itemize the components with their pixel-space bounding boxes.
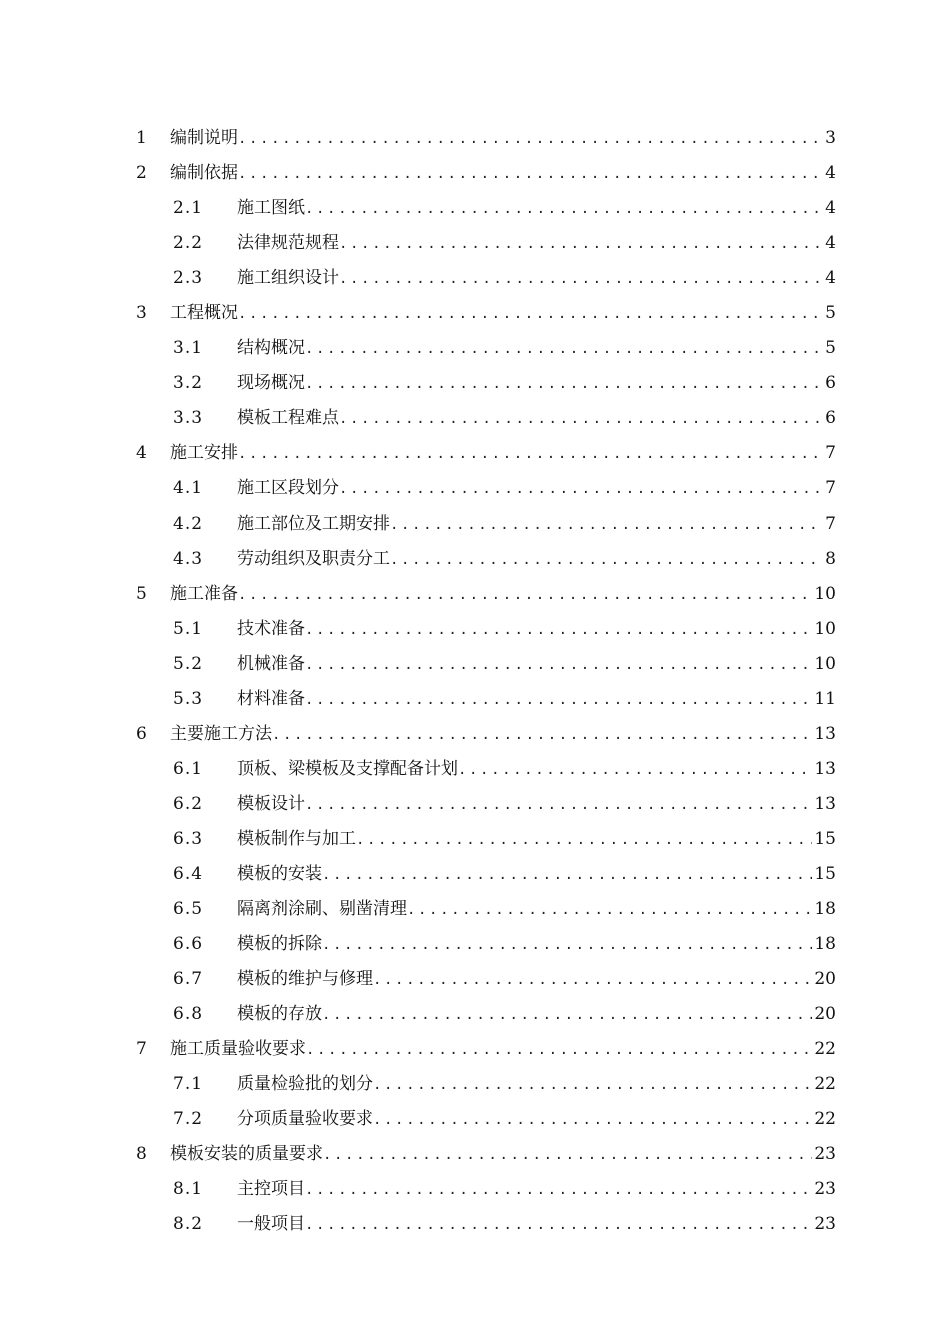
toc-entry-3-1[interactable]	[0, 331, 950, 366]
toc-entry-title: 施工部位及工期安排	[237, 507, 390, 542]
toc-entry-title: 材料准备	[237, 682, 305, 717]
toc-entry-number: 4.2	[173, 513, 204, 534]
toc-entry-line	[170, 156, 836, 192]
toc-entry-title: 编制说明	[170, 121, 238, 156]
dot-leader	[272, 718, 812, 753]
toc-entry-line	[237, 892, 836, 928]
toc-entry-number: 2.1	[173, 198, 204, 219]
toc-entry-title: 模板的维护与修理	[237, 962, 373, 997]
toc-entry-page: 7	[825, 443, 836, 464]
toc-entry-title: 机械准备	[237, 647, 305, 682]
toc-entry-title: 模板工程难点	[237, 401, 339, 436]
toc-entry-line	[237, 366, 836, 402]
toc-entry-number: 4	[136, 443, 147, 464]
toc-entry-5-1[interactable]	[0, 612, 950, 647]
toc-entry-number: 8.2	[173, 1214, 204, 1235]
toc-entry-line	[170, 1032, 836, 1068]
dot-leader	[339, 472, 823, 507]
toc-entry-number: 5.1	[173, 618, 204, 639]
toc-entry-page: 22	[814, 1109, 836, 1130]
toc-entry-number: 2	[136, 163, 147, 184]
toc-entry-page: 5	[825, 303, 836, 324]
toc-entry-6-2[interactable]	[0, 787, 950, 822]
toc-entry-page: 13	[814, 723, 836, 744]
toc-entry-page: 7	[825, 513, 836, 534]
toc-entry-line	[237, 1207, 836, 1243]
dot-leader	[339, 227, 823, 262]
toc-entry-page: 18	[814, 899, 836, 920]
toc-entry-page: 23	[814, 1179, 836, 1200]
toc-entry-title: 一般项目	[237, 1207, 305, 1242]
toc-entry-number: 6.2	[173, 793, 204, 814]
toc-entry-6-1[interactable]	[0, 752, 950, 787]
toc-entry-title: 顶板、梁模板及支撑配备计划	[237, 752, 458, 787]
toc-entry-number: 4.3	[173, 548, 204, 569]
toc-entry-line	[237, 261, 836, 297]
toc-entry-line	[237, 682, 836, 718]
toc-entry-6-4[interactable]	[0, 857, 950, 892]
toc-entry-line	[170, 296, 836, 332]
toc-entry-number: 6.3	[173, 828, 204, 849]
toc-entry-page: 20	[814, 1004, 836, 1025]
dot-leader	[356, 823, 812, 858]
toc-entry-line	[237, 542, 836, 578]
dot-leader	[238, 578, 812, 613]
dot-leader	[305, 648, 812, 683]
toc-entry-number: 6.8	[173, 1004, 204, 1025]
toc-entry-8-1[interactable]	[0, 1172, 950, 1207]
toc-entry-number: 6.5	[173, 899, 204, 920]
toc-entry-title: 法律规范规程	[237, 226, 339, 261]
toc-entry-number: 7	[136, 1039, 147, 1060]
toc-entry-line	[237, 647, 836, 683]
toc-entry-number: 7.1	[173, 1074, 204, 1095]
toc-entry-page: 10	[814, 583, 836, 604]
toc-entry-1[interactable]	[0, 121, 950, 156]
toc-entry-4-3[interactable]	[0, 542, 950, 577]
toc-entry-title: 施工质量验收要求	[170, 1032, 306, 1067]
toc-entry-number: 2.2	[173, 233, 204, 254]
toc-entry-3[interactable]	[0, 296, 950, 331]
dot-leader	[306, 1033, 812, 1068]
toc-entry-number: 5.3	[173, 688, 204, 709]
toc-entry-title: 现场概况	[237, 366, 305, 401]
toc-entry-2-3[interactable]	[0, 261, 950, 296]
toc-entry-page: 23	[814, 1214, 836, 1235]
toc-entry-title: 模板设计	[237, 787, 305, 822]
toc-entry-title: 主要施工方法	[170, 717, 272, 752]
toc-entry-5[interactable]	[0, 577, 950, 612]
toc-entry-title: 隔离剂涂刷、剔凿清理	[237, 892, 407, 927]
toc-entry-8-2[interactable]	[0, 1207, 950, 1242]
toc-entry-title: 施工图纸	[237, 191, 305, 226]
toc-entry-line	[170, 577, 836, 613]
dot-leader	[305, 788, 812, 823]
toc-entry-title: 分项质量验收要求	[237, 1102, 373, 1137]
toc-entry-page: 6	[825, 408, 836, 429]
toc-entry-page: 11	[814, 688, 836, 709]
toc-entry-number: 6.7	[173, 969, 204, 990]
toc-entry-page: 22	[814, 1074, 836, 1095]
toc-entry-page: 3	[825, 128, 836, 148]
toc-entry-number: 5	[136, 583, 147, 604]
toc-entry-number: 5.2	[173, 653, 204, 674]
dot-leader	[458, 753, 812, 788]
toc-entry-4-2[interactable]	[0, 507, 950, 542]
dot-leader	[373, 963, 812, 998]
toc-entry-7-2[interactable]	[0, 1102, 950, 1137]
dot-leader	[305, 192, 823, 227]
toc-entry-page: 10	[814, 618, 836, 639]
toc-entry-page: 4	[825, 233, 836, 254]
toc-entry-title: 施工区段划分	[237, 471, 339, 506]
toc-entry-7-1[interactable]	[0, 1067, 950, 1102]
dot-leader	[339, 402, 823, 437]
toc-entry-number: 8.1	[173, 1179, 204, 1200]
dot-leader	[305, 1208, 812, 1243]
toc-entry-number: 3.2	[173, 373, 204, 394]
toc-entry-title: 模板的存放	[237, 997, 322, 1032]
toc-entry-line	[170, 121, 836, 157]
toc-entry-line	[237, 927, 836, 963]
toc-entry-line	[237, 822, 836, 858]
dot-leader	[339, 262, 823, 297]
toc-entry-6[interactable]	[0, 717, 950, 752]
toc-entry-page: 23	[814, 1144, 836, 1165]
toc-entry-2[interactable]	[0, 156, 950, 191]
toc-entry-title: 施工安排	[170, 436, 238, 471]
toc-entry-page: 4	[825, 268, 836, 289]
toc-entry-line	[237, 331, 836, 367]
toc-entry-line	[170, 1137, 836, 1173]
dot-leader	[390, 508, 823, 543]
toc-entry-title: 工程概况	[170, 296, 238, 331]
dot-leader	[238, 122, 823, 157]
toc-entry-page: 7	[825, 478, 836, 499]
toc-entry-page: 4	[825, 198, 836, 219]
toc-entry-page: 15	[814, 828, 836, 849]
toc-entry-7[interactable]	[0, 1032, 950, 1067]
table-of-contents	[0, 121, 950, 1243]
toc-entry-number: 3	[136, 303, 147, 324]
dot-leader	[305, 613, 812, 648]
toc-entry-2-2[interactable]	[0, 226, 950, 261]
dot-leader	[238, 437, 823, 472]
toc-entry-line	[237, 962, 836, 998]
dot-leader	[373, 1103, 812, 1138]
dot-leader	[322, 928, 812, 963]
dot-leader	[322, 998, 812, 1033]
toc-entry-3-3[interactable]	[0, 401, 950, 436]
toc-entry-4-1[interactable]	[0, 471, 950, 506]
toc-entry-4[interactable]	[0, 436, 950, 471]
toc-entry-page: 13	[814, 758, 836, 779]
toc-entry-page: 5	[825, 338, 836, 359]
toc-entry-6-8[interactable]	[0, 997, 950, 1032]
toc-entry-title: 结构概况	[237, 331, 305, 366]
toc-entry-number: 1	[136, 128, 147, 148]
toc-entry-page: 10	[814, 653, 836, 674]
toc-entry-line	[237, 857, 836, 893]
dot-leader	[305, 1173, 812, 1208]
toc-entry-line	[170, 436, 836, 472]
dot-leader	[305, 367, 823, 402]
toc-entry-6-6[interactable]	[0, 927, 950, 962]
toc-entry-6-5[interactable]	[0, 892, 950, 927]
toc-entry-number: 3.3	[173, 408, 204, 429]
toc-entry-title: 劳动组织及职责分工	[237, 542, 390, 577]
toc-entry-title: 模板制作与加工	[237, 822, 356, 857]
toc-entry-title: 模板安装的质量要求	[170, 1137, 323, 1172]
toc-entry-line	[237, 787, 836, 823]
dot-leader	[373, 1068, 812, 1103]
toc-entry-line	[237, 401, 836, 437]
toc-entry-number: 6	[136, 723, 147, 744]
toc-entry-5-3[interactable]	[0, 682, 950, 717]
toc-entry-line	[237, 612, 836, 648]
toc-entry-3-2[interactable]	[0, 366, 950, 401]
dot-leader	[238, 157, 823, 192]
dot-leader	[323, 1138, 812, 1173]
toc-entry-line	[237, 1172, 836, 1208]
toc-entry-line	[237, 1067, 836, 1103]
toc-entry-number: 4.1	[173, 478, 204, 499]
toc-entry-line	[237, 471, 836, 507]
toc-entry-number: 2.3	[173, 268, 204, 289]
toc-entry-line	[237, 752, 836, 788]
toc-entry-title: 施工组织设计	[237, 261, 339, 296]
toc-entry-page: 8	[825, 548, 836, 569]
toc-entry-number: 6.6	[173, 934, 204, 955]
toc-entry-6-7[interactable]	[0, 962, 950, 997]
toc-entry-number: 6.4	[173, 863, 204, 884]
toc-entry-8[interactable]	[0, 1137, 950, 1172]
toc-entry-page: 15	[814, 863, 836, 884]
toc-entry-line	[237, 191, 836, 227]
dot-leader	[238, 297, 823, 332]
toc-entry-page: 13	[814, 793, 836, 814]
toc-entry-title: 主控项目	[237, 1172, 305, 1207]
dot-leader	[407, 893, 812, 928]
dot-leader	[390, 543, 823, 578]
toc-entry-number: 8	[136, 1144, 147, 1165]
toc-entry-title: 施工准备	[170, 577, 238, 612]
toc-entry-page: 22	[814, 1039, 836, 1060]
toc-entry-5-2[interactable]	[0, 647, 950, 682]
toc-entry-page: 20	[814, 969, 836, 990]
toc-entry-title: 技术准备	[237, 612, 305, 647]
toc-entry-6-3[interactable]	[0, 822, 950, 857]
toc-entry-2-1[interactable]	[0, 191, 950, 226]
toc-entry-line	[237, 997, 836, 1033]
toc-entry-title: 质量检验批的划分	[237, 1067, 373, 1102]
toc-entry-page: 6	[825, 373, 836, 394]
toc-entry-line	[237, 507, 836, 543]
toc-entry-number: 3.1	[173, 338, 204, 359]
toc-entry-title: 模板的安装	[237, 857, 322, 892]
dot-leader	[305, 332, 823, 367]
toc-entry-line	[237, 226, 836, 262]
toc-entry-page: 18	[814, 934, 836, 955]
dot-leader	[322, 858, 812, 893]
dot-leader	[305, 683, 812, 718]
toc-entry-page: 4	[825, 163, 836, 184]
toc-entry-number: 6.1	[173, 758, 204, 779]
toc-entry-title: 模板的拆除	[237, 927, 322, 962]
toc-entry-number: 7.2	[173, 1109, 204, 1130]
toc-entry-line	[237, 1102, 836, 1138]
toc-entry-line	[170, 717, 836, 753]
toc-entry-title: 编制依据	[170, 156, 238, 191]
